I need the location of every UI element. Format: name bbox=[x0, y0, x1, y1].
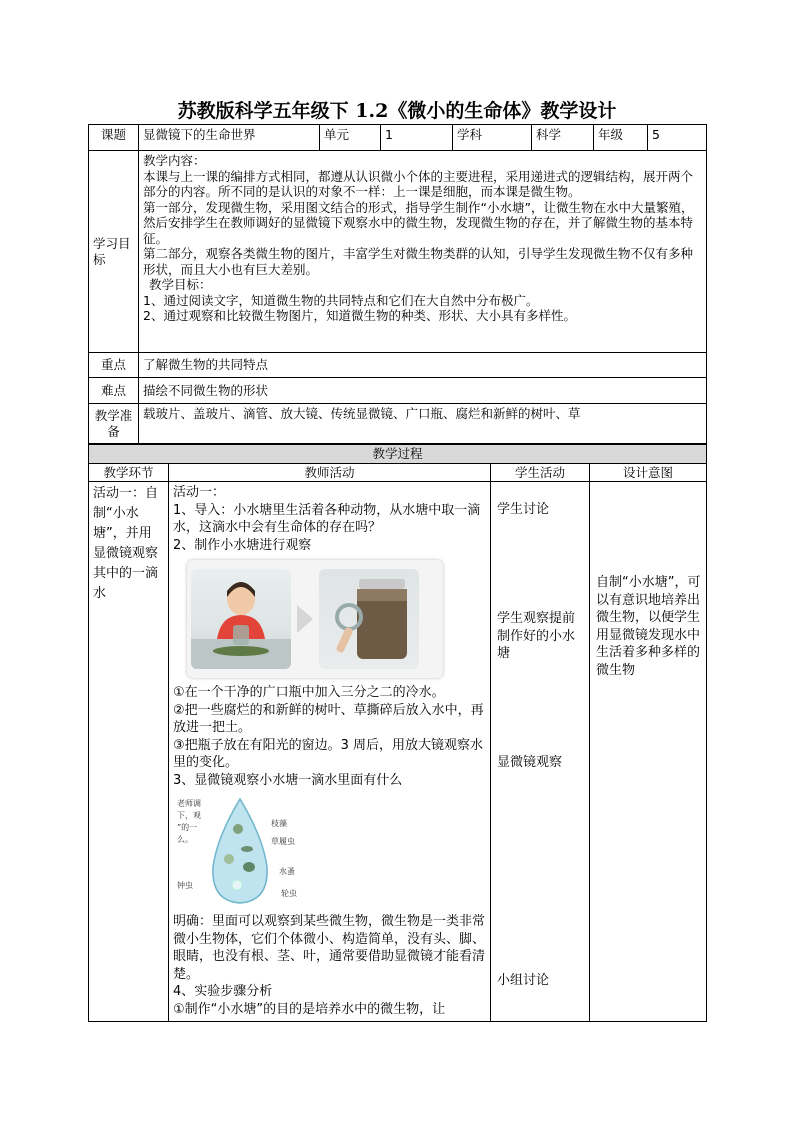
fig-label-algae: 枝藻 bbox=[271, 819, 287, 828]
student-activity: 学生观察提前制作好的小水塘 bbox=[497, 611, 576, 661]
pond-photo-panel bbox=[187, 560, 443, 678]
activity-heading: 活动一： bbox=[173, 485, 226, 500]
fig-label-paramecium: 草履虫 bbox=[271, 837, 295, 846]
header-student: 学生活动 bbox=[491, 463, 590, 482]
student-activity: 学生讨论 bbox=[497, 502, 550, 517]
process-title: 教学过程 bbox=[89, 445, 707, 464]
difficulty-label: 难点 bbox=[89, 378, 139, 404]
grade-value: 5 bbox=[648, 125, 707, 151]
stage-cell: 活动一：自制“小水塘”，并用显微镜观察其中的一滴水 bbox=[89, 482, 169, 1022]
step-4-1: ①制作“小水塘”的目的是培养水中的微生物，让 bbox=[173, 1001, 446, 1017]
intent-text: 自制“小水塘”，可以有意识地培养出微生物，以便学生用显微镜发现水中生活着多种多样的微生物 bbox=[596, 575, 701, 678]
fig-label-rotifer: 轮虫 bbox=[281, 889, 297, 898]
intro-text: 1、导入：小水塘里生活着各种动物，从水塘中取一滴水，这滴水中会有生命体的存在吗？ bbox=[173, 502, 481, 535]
goals-content bbox=[139, 151, 707, 353]
student-activity: 显微镜观察 bbox=[497, 755, 563, 770]
water-drop-figure bbox=[175, 797, 335, 907]
subject-value: 科学 bbox=[532, 125, 594, 151]
fig-side-text: 老师调 bbox=[177, 799, 201, 808]
header-teacher: 教师活动 bbox=[169, 463, 491, 482]
fig-side-text: ”的一 bbox=[177, 823, 198, 832]
fig-side-text: 么。 bbox=[177, 835, 193, 844]
target-item: 1、通过阅读文字，知道微生物的共同特点和它们在大自然中分布极广。 bbox=[143, 292, 539, 308]
content-heading: 教学内容： bbox=[143, 153, 206, 168]
arrow-icon bbox=[297, 605, 313, 633]
difficulty-value: 描绘不同微生物的形状 bbox=[139, 378, 707, 404]
girl-making-pond-photo bbox=[191, 569, 291, 669]
header-intent: 设计意图 bbox=[590, 463, 707, 482]
fig-label-daphnia: 水蚤 bbox=[279, 867, 295, 876]
key-point-label: 重点 bbox=[89, 353, 139, 378]
subject-label: 学科 bbox=[453, 125, 532, 151]
lesson-value: 显微镜下的生命世界 bbox=[139, 125, 320, 151]
prep-value: 载玻片、盖玻片、滴管、放大镜、传统显微镜、广口瓶、腐烂和新鲜的树叶、草 bbox=[139, 404, 707, 444]
target-heading: 教学目标： bbox=[149, 277, 212, 292]
conclusion-text: 明确：里面可以观察到某些微生物，微生物是一类非常微小生物体，它们个体微小、构造简单，没有头、脚、眼睛，也没有根、茎、叶，通常要借助显微镜才能看清楚。 bbox=[173, 914, 486, 982]
key-point-value: 了解微生物的共同特点 bbox=[139, 353, 707, 378]
unit-label: 单元 bbox=[320, 125, 381, 151]
intent-cell bbox=[590, 482, 707, 1022]
grade-label: 年级 bbox=[594, 125, 648, 151]
header-stage: 教学环节 bbox=[89, 463, 169, 482]
step-item: ②把一些腐烂的和新鲜的树叶、草撕碎后放入水中，再放进一把土。 bbox=[173, 702, 484, 735]
content-paragraph: 本课与上一课的编排方式相同，都遵从认识微小个体的主要进程，采用递进式的逻辑结构，展开两个部分的内容。所不同的是认识的对象不一样：上一课是细胞，而本课是微生物。 bbox=[143, 168, 694, 199]
process-table bbox=[88, 444, 707, 1022]
teacher-cell bbox=[169, 482, 491, 1022]
prep-label: 教学准备 bbox=[89, 404, 139, 444]
student-cell bbox=[491, 482, 590, 1022]
jar-magnifier-photo bbox=[319, 569, 419, 669]
fig-label-vorticella: 钟虫 bbox=[177, 881, 193, 890]
content-paragraph: 第二部分，观察各类微生物的图片，丰富学生对微生物类群的认知，引导学生发现微生物不仅有多种形状，而且大小也有巨大差别。 bbox=[143, 246, 694, 277]
lesson-label: 课题 bbox=[89, 125, 139, 151]
lesson-info-table bbox=[88, 124, 707, 444]
step-2: 2、制作小水塘进行观察 bbox=[173, 537, 312, 553]
fig-side-text: 下，观 bbox=[177, 811, 201, 820]
unit-value: 1 bbox=[381, 125, 453, 151]
step-3: 3、显微镜观察小水塘一滴水里面有什么 bbox=[173, 772, 403, 788]
step-4: 4、实验步骤分析 bbox=[173, 984, 273, 999]
content-paragraph: 第一部分，发现微生物，采用图文结合的形式，指导学生制作“小水塘”，让微生物在水中大量繁殖，然后安排学生在教师调好的显微镜下观察水中的微生物，发现微生物的存在，并了解微生物的基本特征。 bbox=[143, 199, 694, 246]
goals-label: 学习目标 bbox=[89, 151, 139, 353]
document-title: 苏教版科学五年级下 1.2《微小的生命体》教学设计 bbox=[177, 100, 617, 122]
student-activity: 小组讨论 bbox=[497, 973, 550, 988]
target-item: 2、通过观察和比较微生物图片，知道微生物的种类、形状、大小具有多样性。 bbox=[143, 308, 576, 323]
step-item: ③把瓶子放在有阳光的窗边。3 周后，用放大镜观察水里的变化。 bbox=[173, 737, 484, 770]
step-item: ①在一个干净的广口瓶中加入三分之二的冷水。 bbox=[173, 685, 445, 700]
